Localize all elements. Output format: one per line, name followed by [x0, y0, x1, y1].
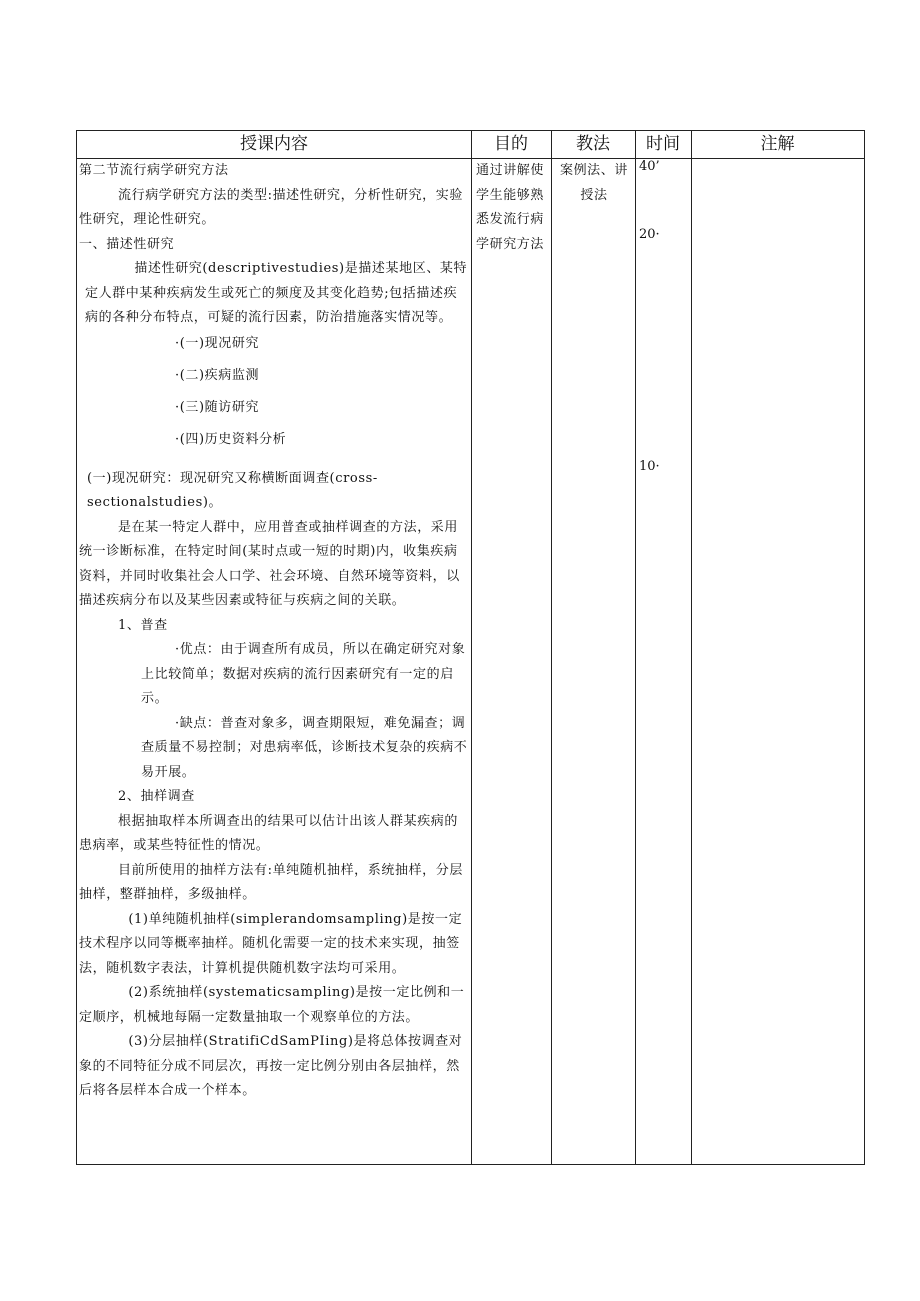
content-column: [77, 159, 471, 1164]
heading-census: 1、普查: [118, 617, 168, 633]
header-time: 时间: [646, 134, 680, 154]
col-divider: [635, 131, 636, 1164]
method-systematic: (2)系统抽样(systematicsampling)是按一定比例和一定顺序，机械地每隔一定数量抽取一个观察单位的方法。: [79, 985, 465, 1025]
census-advantage: ·优点：由于调查所有成员，所以在确定研究对象上比较简单；数据对疾病的流行因素研究有一定的启示。: [141, 642, 466, 706]
time-value: 10·: [639, 459, 660, 474]
heading-descriptive: 一、描述性研究: [79, 236, 175, 252]
sampling-methods: 目前所使用的抽样方法有:单纯随机抽样，系统抽样，分层抽样，整群抽样，多级抽样。: [79, 862, 463, 902]
section-title: 第二节流行病学研究方法: [79, 163, 229, 178]
purpose-cell: 通过讲解使学生能够熟悉发流行病学研究方法: [476, 163, 545, 252]
method-stratified: (3)分层抽样(StratifiCdSamPIing)是将总体按调查对象的不同特征分成不同层次，再按一定比例分别由各层抽样，然后将各层样本合成一个样本。: [79, 1034, 463, 1098]
time-value: 20·: [639, 227, 660, 242]
bullet-item: ·(四)历史资料分析: [175, 431, 287, 447]
header-method: 教法: [576, 134, 610, 154]
col-divider: [551, 131, 552, 1164]
time-value: 40’: [639, 159, 660, 174]
heading-sampling: 2、抽样调查: [118, 789, 195, 804]
lesson-table: [76, 130, 865, 1165]
header-notes: 注解: [760, 134, 795, 154]
types-paragraph: 流行病学研究方法的类型:描述性研究，分析性研究，实验性研究，理论性研究。: [79, 187, 463, 227]
census-disadvantage: ·缺点：普查对象多，调查期限短，难免漏查；调查质量不易控制；对患病率低，诊断技术复杂的疾病不易开展。: [141, 715, 468, 780]
bullet-item: ·(一)现况研究: [175, 335, 260, 351]
sampling-paragraph: 根据抽取样本所调查出的结果可以估计出该人群某疾病的患病率，或某些特征性的情况。: [79, 813, 459, 853]
time-column: [637, 159, 691, 1164]
header-content: 授课内容: [240, 134, 308, 154]
method-cell: 案例法、讲授法: [559, 163, 628, 203]
bullet-item: ·(二)疾病监测: [175, 367, 260, 383]
col-divider: [471, 131, 472, 1164]
header-purpose: 目的: [494, 134, 528, 154]
col-divider: [691, 131, 692, 1164]
subsection-cross-sectional: (一)现况研究：现况研究又称横断面调查(cross-sectionalstudies)。: [87, 470, 378, 510]
bullet-item: ·(三)随访研究: [175, 399, 260, 415]
cross-sectional-paragraph: 是在某一特定人群中，应用普查或抽样调查的方法，采用统一诊断标准，在特定时间(某时点或一短的时期)内，收集疾病资料，并同时收集社会人口学、社会环境、自然环境等资料，以描述疾病分布以及某些因素或特征与疾病之间的关联。: [79, 519, 460, 608]
method-simple-random: (1)单纯随机抽样(simplerandomsampling)是按一定技术程序以同等概率抽样。随机化需要一定的技术来实现，抽签法，随机数字表法，计算机提供随机数字法均可采用。: [79, 911, 463, 976]
descriptive-paragraph: 描述性研究(descriptivestudies)是描述某地区、某特定人群中某种疾病发生或死亡的频度及其变化趋势;包括描述疾病的各种分布特点，可疑的流行因素，防治措施落实情况等。: [85, 261, 468, 325]
